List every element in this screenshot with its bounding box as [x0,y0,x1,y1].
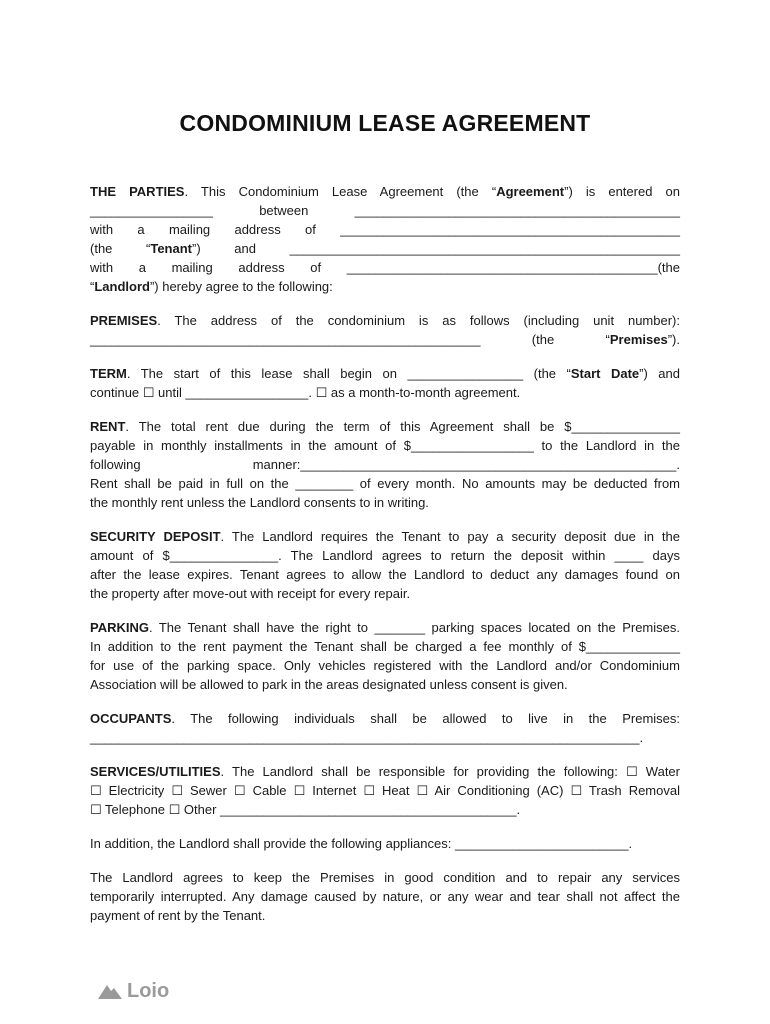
rent-line-5: the monthly rent unless the Landlord consents to in writing. [90,495,429,510]
deposit-line-4: the property after move-out with receipt for every repair. [90,586,411,601]
appliances-line-1: In addition, the Landlord shall provide the following appliances: ________________________. [90,836,633,851]
deposit-heading: SECURITY DEPOSIT [90,529,221,544]
deposit-line-1: SECURITY DEPOSIT. The Landlord requires the Tenant to pay a security deposit due in the [90,529,680,544]
rent-line-4: Rent shall be paid in full on the ________ of every month. No amounts may be deducted from [90,476,680,491]
parties-section [90,182,680,296]
premises-section [90,311,680,349]
services-heading: SERVICES/UTILITIES [90,764,221,779]
parties-line-3: with a mailing address of _______________________________________________ [90,222,680,237]
repairs-section [90,868,680,925]
services-line-2: ☐ Electricity ☐ Sewer ☐ Cable ☐ Internet ☐ Heat ☐ Air Conditioning (AC) ☐ Trash Removal [90,783,680,798]
premises-line-2: ______________________________________________________ (the “Premises”). [90,332,680,347]
occupants-line-2: ____________________________________________________________________________. [90,730,644,745]
rent-heading: RENT [90,419,126,434]
document-title: CONDOMINIUM LEASE AGREEMENT [179,110,591,136]
document-body [90,182,680,940]
parties-line-1: THE PARTIES. This Condominium Lease Agreement (the “Agreement”) is entered on [90,184,680,199]
parties-heading: THE PARTIES [90,184,185,199]
premises-line-1: PREMISES. The address of the condominium is as follows (including unit number): [90,313,680,328]
services-line-3: ☐ Telephone ☐ Other _________________________________________. [90,802,521,817]
deposit-line-3: after the lease expires. Tenant agrees to allow the Landlord to deduct any damages found on [90,567,680,582]
rent-section [90,417,680,512]
parking-line-4: Association will be allowed to park in the areas designated unless consent is given. [90,677,568,692]
parking-line-2: In addition to the rent payment the Tenant shall be charged a fee monthly of $_____________ [90,639,680,654]
term-section [90,364,680,402]
parties-line-5: with a mailing address of ___________________________________________(the [90,260,680,275]
occupants-section [90,709,680,747]
parking-heading: PARKING [90,620,149,635]
parking-section [90,618,680,694]
mountain-icon [97,982,123,1000]
parties-line-2: _________________ between _____________________________________________ [90,203,680,218]
term-line-2: continue ☐ until _________________. ☐ as a month-to-month agreement. [90,385,521,400]
rent-line-2: payable in monthly installments in the amount of $_________________ to the Landlord in the [90,438,680,453]
premises-heading: PREMISES [90,313,158,328]
logo-text: Loio [127,979,170,1002]
term-heading: TERM [90,366,127,381]
repairs-line-2: temporarily interrupted. Any damage caused by nature, or any wear and tear shall not affect the [90,889,680,904]
appliances-section [90,834,680,853]
repairs-line-3: payment of rent by the Tenant. [90,908,266,923]
repairs-line-1: The Landlord agrees to keep the Premises in good condition and to repair any services [90,870,680,885]
parties-line-4: (the “Tenant”) and ______________________________________________________ [90,241,680,256]
occupants-line-1: OCCUPANTS. The following individuals shall be allowed to live in the Premises: [90,711,680,726]
services-line-1: SERVICES/UTILITIES. The Landlord shall be responsible for providing the following: ☐ Water [90,764,680,779]
parking-line-1: PARKING. The Tenant shall have the right to _______ parking spaces located on the Premises. [90,620,680,635]
occupants-heading: OCCUPANTS [90,711,172,726]
parking-line-3: for use of the parking space. Only vehicles registered with the Landlord and/or Condominium [90,658,680,673]
loio-logo [97,979,169,1003]
parties-line-6: “Landlord”) hereby agree to the following: [90,279,333,294]
rent-line-1: RENT. The total rent due during the term of this Agreement shall be $_______________ [90,419,680,434]
term-line-1: TERM. The start of this lease shall begin on ________________ (the “Start Date”) and [90,366,680,381]
deposit-section [90,527,680,603]
deposit-line-2: amount of $_______________. The Landlord agrees to return the deposit within ____ days [90,548,680,563]
services-section [90,762,680,819]
rent-line-3: following manner:____________________________________________________. [90,457,680,472]
